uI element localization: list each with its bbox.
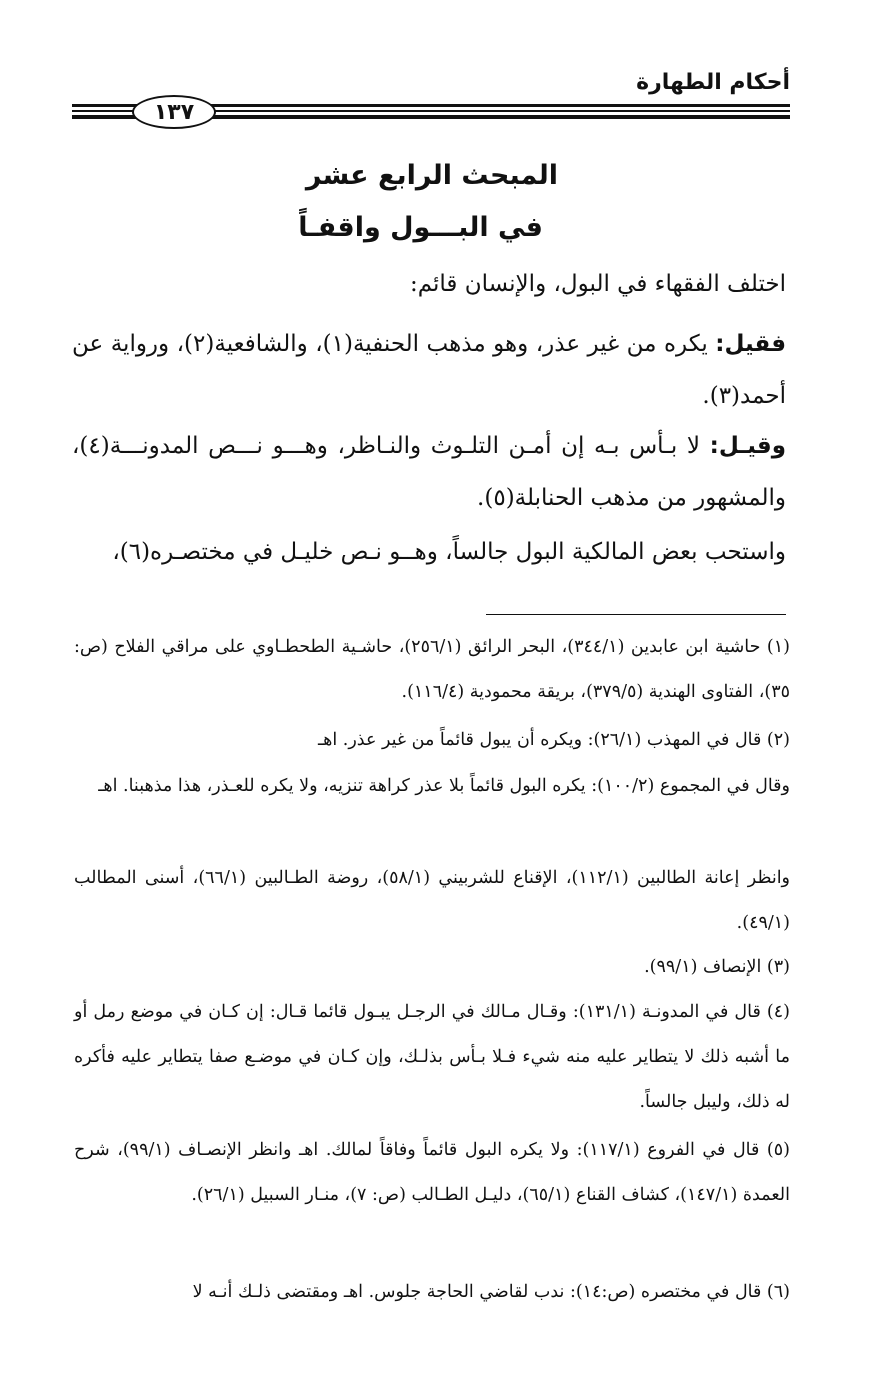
footnote: (١) حاشية ابن عابدين (٣٤٤/١)، البحر الرائق (٢٥٦/١)، حاشـية الطحطـاوي على مراقي الفلاح (ص: ٣٥)، الفتاوى الهندية (٣٧٩/٥)، بريقة محمودية (١١٦/٤). [74, 637, 790, 702]
paragraph-text: لا بـأس بـه إن أمـن التلـوث والنـاظر، وهـــو نـــص المدونـــة(٤)، والمشهور من مذهب الحنابلة(٥). [72, 433, 786, 511]
paragraph: اختلف الفقهاء في البول، والإنسان قائم: [409, 271, 786, 297]
paragraph-lead: فقيل: [715, 331, 787, 357]
section-title: المبحث الرابع عشر [305, 160, 558, 191]
paragraph [72, 318, 786, 422]
section-subtitle: في البـــول واقفـاً [298, 212, 543, 243]
footnote-separator [486, 614, 786, 615]
footnote: (٦) قال في مختصره (ص:١٤): ندب لقاضي الحاجة جلوس. اهـ ومقتضى ذلـك أنـه لا [192, 1282, 790, 1302]
running-title: أحكام الطهارة [636, 70, 790, 95]
paragraph-text: يكره من غير عذر، وهو مذهب الحنفية(١)، والشافعية(٢)، ورواية عن أحمد(٣). [72, 331, 786, 409]
footnote: (٤) قال في المدونـة (١٣١/١): وقـال مـالك في الرجـل يبـول قائما قـال: إن كـان في موضع رمل أو ما أشبه ذلك لا يتطاير عليه منه شيء فـلا بـأس بذلـك، وإن كـان في موضـع صفا يتطاير عليه فأكره له ذلك، وليبل جالساً. [74, 1002, 790, 1112]
footnote: (٢) قال في المهذب (٢٦/١): ويكره أن يبول قائماً من غير عذر. اهـ [318, 730, 790, 750]
paragraph [72, 420, 786, 524]
footnote: وقال في المجموع (١٠٠/٢): يكره البول قائماً بلا عذر كراهة تنزيه، ولا يكره للعـذر، هذا مذهبنا. اهـ [98, 776, 790, 796]
page-number: ١٣٧ [132, 95, 216, 129]
paragraph: واستحب بعض المالكية البول جالساً، وهــو نـص خليـل في مختصـره(٦)، [112, 539, 786, 565]
footnote: وانظر إعانة الطالبين (١١٢/١)، الإقناع للشربيني (٥٨/١)، روضة الطـالبين (٦٦/١)، أسنى المطالب (٤٩/١). [74, 868, 791, 933]
footnote: (٣) الإنصاف (٩٩/١). [644, 957, 790, 977]
paragraph-lead: وقيـل: [709, 433, 786, 459]
footnote: (٥) قال في الفروع (١١٧/١): ولا يكره البول قائماً وفاقاً لمالك. اهـ وانظر الإنصـاف (٩٩/١)، شرح العمدة (١٤٧/١)، كشاف القناع (٦٥/١)، دليـل الطـالب (ص: ٧)، منـار السبيل (٢٦/١). [74, 1140, 790, 1205]
